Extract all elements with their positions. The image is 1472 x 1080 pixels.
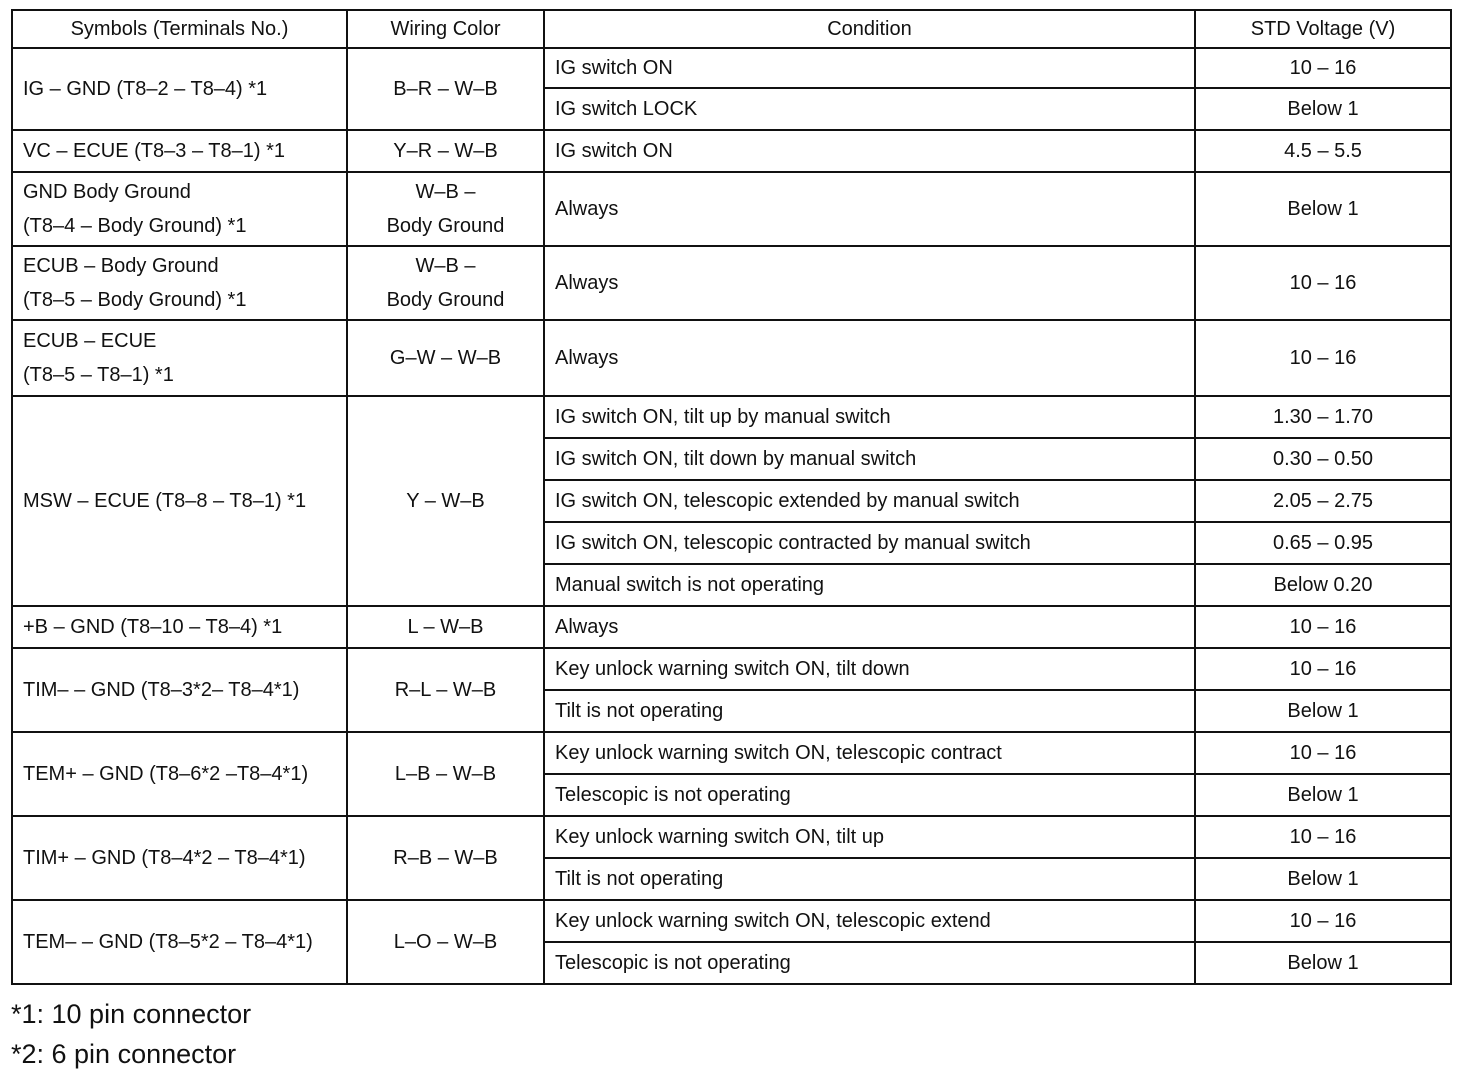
table-row	[12, 396, 1451, 438]
wiring-color-cell	[347, 732, 544, 816]
cell-line: MSW – ECUE (T8–8 – T8–1) *1	[23, 490, 307, 512]
std-voltage-cell: Below 1	[1195, 858, 1451, 900]
table-row	[12, 606, 1451, 648]
std-voltage-cell: Below 1	[1195, 774, 1451, 816]
std-voltage-cell: 10 – 16	[1195, 48, 1451, 88]
table-row	[12, 320, 1451, 396]
wiring-color-cell	[347, 900, 544, 984]
cell-line: Y – W–B	[406, 490, 485, 512]
voltage-spec-table	[11, 9, 1452, 985]
condition-cell: Always	[544, 320, 1195, 396]
condition-cell: Key unlock warning switch ON, telescopic contract	[544, 732, 1195, 774]
table-row	[12, 732, 1451, 774]
std-voltage-cell: 10 – 16	[1195, 246, 1451, 320]
table-row	[12, 172, 1451, 246]
symbol-cell	[12, 606, 347, 648]
std-voltage-cell: 0.65 – 0.95	[1195, 522, 1451, 564]
symbol-cell	[12, 396, 347, 606]
wiring-color-cell	[347, 606, 544, 648]
std-voltage-cell: 4.5 – 5.5	[1195, 130, 1451, 172]
wiring-color-cell	[347, 816, 544, 900]
cell-line: (T8–4 – Body Ground) *1	[23, 215, 247, 237]
condition-cell: Key unlock warning switch ON, tilt up	[544, 816, 1195, 858]
footnote-2: *2: 6 pin connector	[11, 1039, 237, 1069]
condition-cell: Tilt is not operating	[544, 690, 1195, 732]
std-voltage-cell: Below 1	[1195, 172, 1451, 246]
symbol-cell	[12, 172, 347, 246]
footnotes	[11, 994, 251, 1074]
header-condition: Condition	[544, 10, 1195, 48]
symbol-cell	[12, 648, 347, 732]
condition-cell: Always	[544, 246, 1195, 320]
table-row	[12, 816, 1451, 858]
cell-line: W–B –	[415, 181, 476, 203]
std-voltage-cell: 2.05 – 2.75	[1195, 480, 1451, 522]
wiring-color-cell	[347, 130, 544, 172]
condition-cell: Tilt is not operating	[544, 858, 1195, 900]
condition-cell: IG switch ON, telescopic extended by manual switch	[544, 480, 1195, 522]
table-body	[12, 48, 1451, 984]
cell-line: Body Ground	[386, 289, 505, 311]
wiring-color-cell	[347, 320, 544, 396]
symbol-cell	[12, 130, 347, 172]
std-voltage-cell: 10 – 16	[1195, 648, 1451, 690]
cell-line: TIM+ – GND (T8–4*2 – T8–4*1)	[23, 847, 306, 869]
header-symbols: Symbols (Terminals No.)	[12, 10, 347, 48]
condition-cell: IG switch LOCK	[544, 88, 1195, 130]
cell-line: L – W–B	[407, 616, 484, 638]
wiring-color-cell	[347, 172, 544, 246]
cell-line: R–B – W–B	[393, 847, 498, 869]
std-voltage-cell: 10 – 16	[1195, 816, 1451, 858]
condition-cell: Always	[544, 606, 1195, 648]
cell-line: TEM– – GND (T8–5*2 – T8–4*1)	[23, 931, 313, 953]
condition-cell: Telescopic is not operating	[544, 774, 1195, 816]
table-header-row	[12, 10, 1451, 48]
symbol-cell	[12, 900, 347, 984]
cell-line: TIM– – GND (T8–3*2– T8–4*1)	[23, 679, 300, 701]
cell-line: ECUB – ECUE	[23, 330, 157, 352]
cell-line: Y–R – W–B	[393, 140, 498, 162]
std-voltage-cell: 10 – 16	[1195, 900, 1451, 942]
table-row	[12, 48, 1451, 88]
std-voltage-cell: Below 1	[1195, 690, 1451, 732]
cell-line: L–B – W–B	[394, 763, 497, 785]
symbol-cell	[12, 732, 347, 816]
cell-line: ECUB – Body Ground	[23, 255, 219, 277]
voltage-spec-sheet	[11, 9, 1452, 985]
condition-cell: Always	[544, 172, 1195, 246]
symbol-cell	[12, 48, 347, 130]
condition-cell: IG switch ON, telescopic contracted by manual switch	[544, 522, 1195, 564]
std-voltage-cell: Below 1	[1195, 88, 1451, 130]
cell-line: IG – GND (T8–2 – T8–4) *1	[23, 78, 268, 100]
cell-line: GND Body Ground	[23, 181, 191, 203]
condition-cell: IG switch ON	[544, 130, 1195, 172]
cell-line: Body Ground	[386, 215, 505, 237]
table-row	[12, 246, 1451, 320]
cell-line: B–R – W–B	[393, 78, 498, 100]
std-voltage-cell: 0.30 – 0.50	[1195, 438, 1451, 480]
table-row	[12, 648, 1451, 690]
cell-line: G–W – W–B	[389, 347, 502, 369]
wiring-color-cell	[347, 246, 544, 320]
cell-line: W–B –	[415, 255, 476, 277]
std-voltage-cell: 10 – 16	[1195, 320, 1451, 396]
std-voltage-cell: Below 1	[1195, 942, 1451, 984]
std-voltage-cell: 10 – 16	[1195, 606, 1451, 648]
cell-line: VC – ECUE (T8–3 – T8–1) *1	[23, 140, 285, 162]
condition-cell: Manual switch is not operating	[544, 564, 1195, 606]
cell-line: TEM+ – GND (T8–6*2 –T8–4*1)	[23, 763, 309, 785]
symbol-cell	[12, 320, 347, 396]
header-std-voltage: STD Voltage (V)	[1195, 10, 1451, 48]
cell-line: +B – GND (T8–10 – T8–4) *1	[23, 616, 283, 638]
footnote-1: *1: 10 pin connector	[11, 999, 252, 1029]
condition-cell: Key unlock warning switch ON, tilt down	[544, 648, 1195, 690]
condition-cell: IG switch ON	[544, 48, 1195, 88]
wiring-color-cell	[347, 48, 544, 130]
std-voltage-cell: Below 0.20	[1195, 564, 1451, 606]
condition-cell: IG switch ON, tilt down by manual switch	[544, 438, 1195, 480]
condition-cell: Telescopic is not operating	[544, 942, 1195, 984]
std-voltage-cell: 1.30 – 1.70	[1195, 396, 1451, 438]
condition-cell: Key unlock warning switch ON, telescopic extend	[544, 900, 1195, 942]
symbol-cell	[12, 246, 347, 320]
table-row	[12, 900, 1451, 942]
wiring-color-cell	[347, 396, 544, 606]
wiring-color-cell	[347, 648, 544, 732]
table-row	[12, 130, 1451, 172]
cell-line: (T8–5 – T8–1) *1	[23, 364, 174, 386]
condition-cell: IG switch ON, tilt up by manual switch	[544, 396, 1195, 438]
cell-line: L–O – W–B	[393, 931, 498, 953]
std-voltage-cell: 10 – 16	[1195, 732, 1451, 774]
cell-line: R–L – W–B	[394, 679, 497, 701]
cell-line: (T8–5 – Body Ground) *1	[23, 289, 247, 311]
symbol-cell	[12, 816, 347, 900]
header-wiring-color: Wiring Color	[347, 10, 544, 48]
